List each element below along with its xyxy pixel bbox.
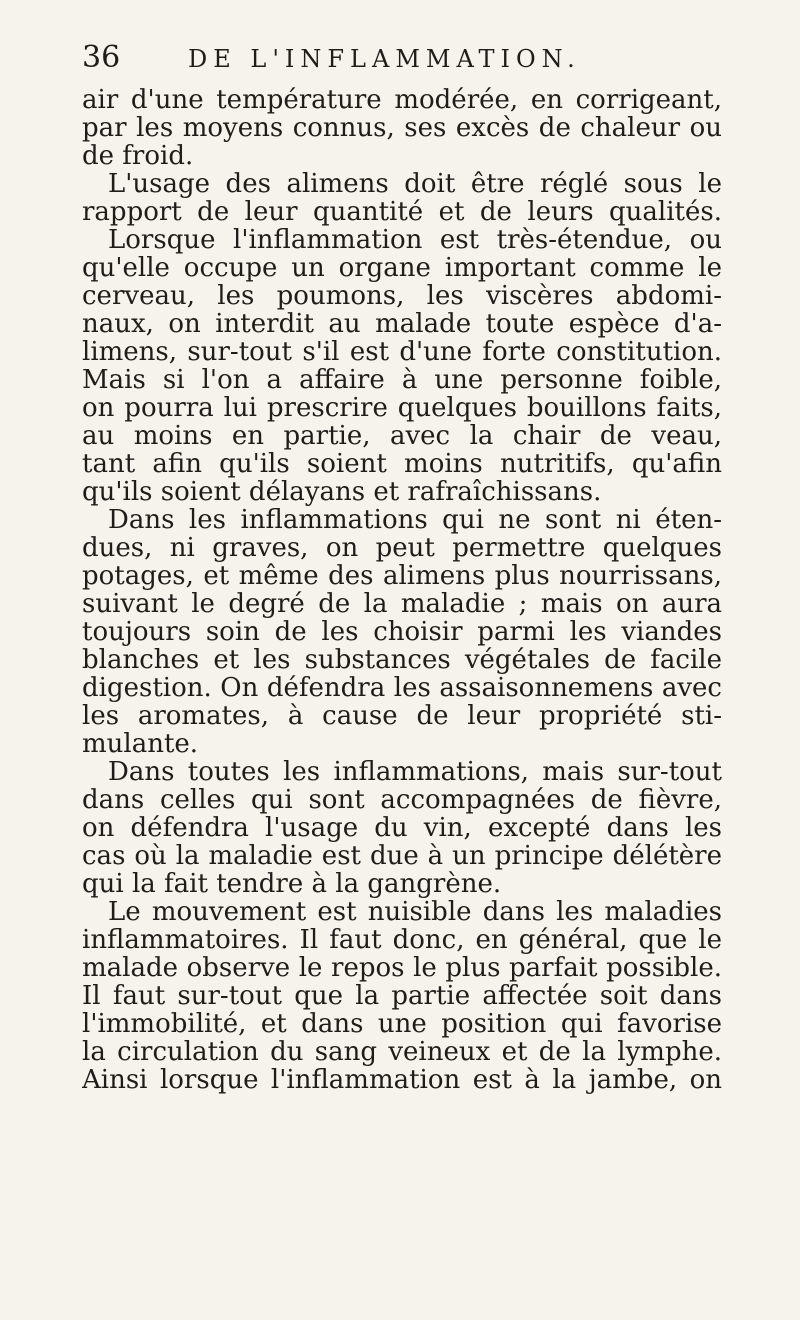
text-line: Le mouvement est nuisible dans les maladies — [108, 898, 722, 926]
text-line: air d'une température modérée, en corrigeant, — [82, 86, 722, 114]
text-line: inflammatoires. Il faut donc, en général, que le — [82, 926, 722, 954]
text-line: mulante. — [82, 730, 199, 758]
text-line: qu'elle occupe un organe important comme le — [82, 254, 722, 282]
text-line: Il faut sur-tout que la partie affectée soit dans — [82, 982, 722, 1010]
text-line: dues, ni graves, on peut permettre quelques — [82, 534, 722, 562]
text-line: Ainsi lorsque l'inflammation est à la jambe, on — [82, 1066, 722, 1094]
paragraph — [82, 758, 722, 898]
text-line: on pourra lui prescrire quelques bouillons faits, — [82, 394, 722, 422]
paragraph — [82, 506, 722, 758]
text-line: de froid. — [82, 142, 194, 170]
text-line: au moins en partie, avec la chair de veau, — [82, 422, 722, 450]
text-line: Mais si l'on a affaire à une personne foible, — [82, 366, 722, 394]
paragraph — [82, 898, 722, 1094]
text-line: on défendra l'usage du vin, excepté dans les — [82, 814, 722, 842]
text-line: par les moyens connus, ses excès de chaleur ou — [82, 114, 722, 142]
text-line: Dans toutes les inflammations, mais sur-tout — [108, 758, 722, 786]
text-line: Dans les inflammations qui ne sont ni éten- — [108, 506, 722, 534]
text-line: cerveau, les poumons, les viscères abdomi- — [82, 282, 722, 310]
text-line: l'immobilité, et dans une position qui favorise — [82, 1010, 722, 1038]
text-line: la circulation du sang veineux et de la lymphe. — [82, 1038, 722, 1066]
body-text — [82, 86, 722, 1094]
text-line: blanches et les substances végétales de facile — [82, 646, 722, 674]
text-line: cas où la maladie est due à un principe délétère — [82, 842, 722, 870]
text-line: toujours soin de les choisir parmi les viandes — [82, 618, 722, 646]
page-number: 36 — [82, 40, 121, 75]
text-line: limens, sur-tout s'il est d'une forte constitution. — [82, 338, 722, 366]
text-line: potages, et même des alimens plus nourrissans, — [82, 562, 722, 590]
paragraph — [82, 170, 722, 506]
text-line: suivant le degré de la maladie ; mais on aura — [82, 590, 722, 618]
paragraph — [82, 86, 722, 170]
text-line: naux, on interdit au malade toute espèce d'a- — [82, 310, 722, 338]
text-line: digestion. On défendra les assaisonnemens avec — [82, 674, 722, 702]
text-line: L'usage des alimens doit être réglé sous le — [108, 170, 722, 198]
text-line: Lorsque l'inflammation est très-étendue, ou — [108, 226, 722, 254]
text-line: tant afin qu'ils soient moins nutritifs, qu'afin — [82, 450, 722, 478]
running-title: DE L'INFLAMMATION. — [188, 45, 581, 73]
text-line: qu'ils soient délayans et rafraîchissans. — [82, 478, 602, 506]
text-line: rapport de leur quantité et de leurs qualités. — [82, 198, 722, 226]
text-line: dans celles qui sont accompagnées de fièvre, — [82, 786, 722, 814]
page-header — [82, 38, 722, 86]
text-line: malade observe le repos le plus parfait possible. — [82, 954, 722, 982]
text-line: les aromates, à cause de leur propriété sti- — [82, 702, 722, 730]
text-line: qui la fait tendre à la gangrène. — [82, 870, 502, 898]
